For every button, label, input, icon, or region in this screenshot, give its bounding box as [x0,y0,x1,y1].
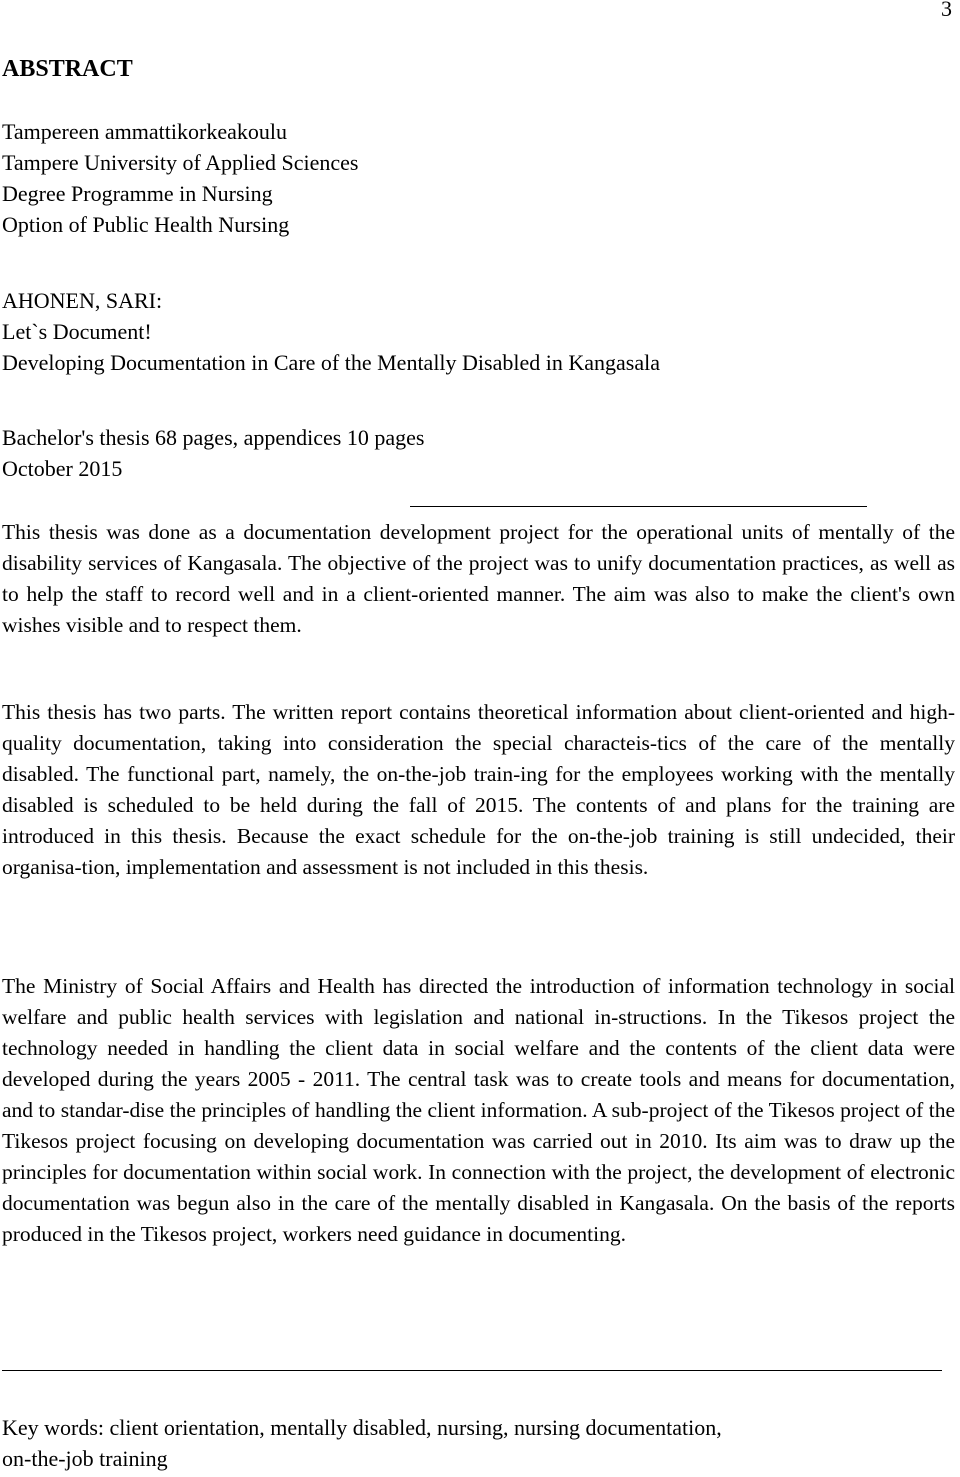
keywords-divider [2,1370,942,1371]
institution-line: Option of Public Health Nursing [2,212,290,237]
header-divider [410,506,867,507]
page-number: 3 [941,0,952,21]
abstract-paragraph-2 [2,697,955,883]
thesis-info-block [2,422,424,484]
paragraph-text: This thesis has two parts. The written report contains theoretical information about client-oriented and high-quality documentation, taking into consideration the special characteis-tics of the care of the mentally disabled. The functional part, namely, the on-the-job train-ing for the employees working with the mentally disabled is scheduled to be held during the fall of 2015. The contents of and plans for the training are introduced in this thesis. Because the exact schedule for the on-the-job training is still undecided, their organisa-tion, implementation and assessment is not included in this thesis. [2,700,955,879]
abstract-paragraph-3 [2,971,955,1250]
institution-line: Degree Programme in Nursing [2,181,273,206]
institution-line: Tampereen ammattikorkeakoulu [2,119,287,144]
thesis-title: Let`s Document! [2,319,152,344]
thesis-subtitle: Developing Documentation in Care of the Mentally Disabled in Kangasala [2,350,660,375]
author-name: AHONEN, SARI: [2,288,163,313]
keywords-block [2,1412,722,1474]
keywords-line: Key words: client orientation, mentally disabled, nursing, nursing documentation, [2,1415,722,1440]
author-title-block [2,285,660,378]
thesis-date: October 2015 [2,456,123,481]
thesis-pages: Bachelor's thesis 68 pages, appendices 10 pages [2,425,425,450]
keywords-line: on-the-job training [2,1446,168,1471]
paragraph-text: This thesis was done as a documentation development project for the operational units of mentally of the disability services of Kangasala. The objective of the project was to unify documentation practices, as well as to help the staff to record well and in a client-oriented manner. The aim was also to make the client's own wishes visible and to respect them. [2,520,955,637]
paragraph-text: The Ministry of Social Affairs and Health has directed the introduction of information technology in social welfare and public health services with legislation and national in-structions. In the Tikesos project the technology needed in handling the client data in social welfare and the contents of the client data were developed during the years 2005 - 2011. The central task was to create tools and means for documentation, and to standar-dise the principles of handling the client information. A sub-project of the Tikesos project of the Tikesos project focusing on developing documentation was carried out in 2010. Its aim was to draw up the principles for documentation within social work. In connection with the project, the development of electronic documentation was begun also in the care of the mentally disabled in Kangasala. On the basis of the reports produced in the Tikesos project, workers need guidance in documenting. [2,974,955,1246]
institution-block [2,116,358,240]
abstract-paragraph-1 [2,517,955,641]
abstract-heading: ABSTRACT [2,56,133,82]
institution-line: Tampere University of Applied Sciences [2,150,359,175]
